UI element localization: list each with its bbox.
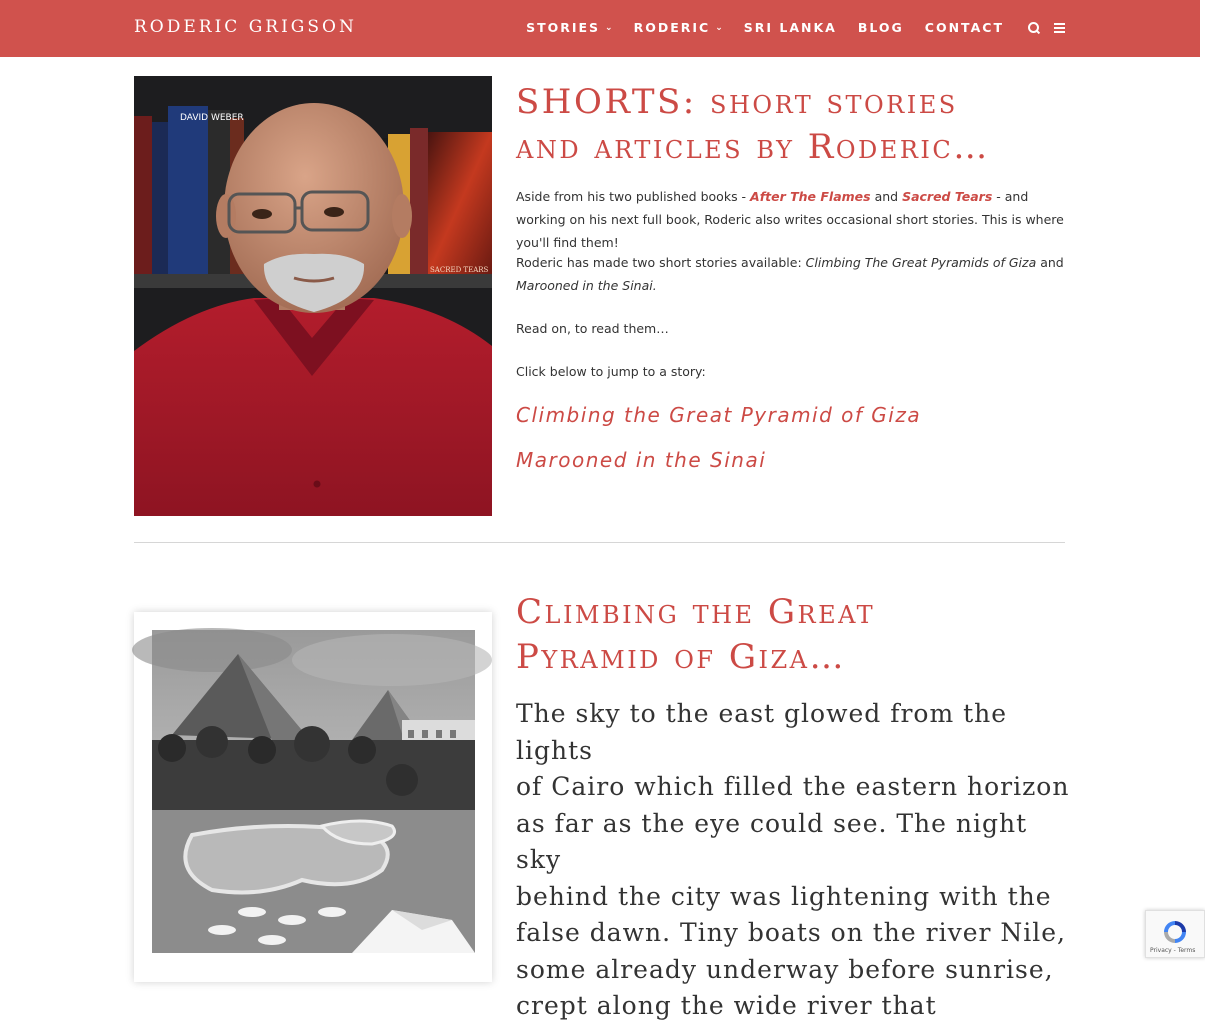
story-body [516,696,1076,1025]
recaptcha-links[interactable]: Privacy - Terms [1150,947,1196,954]
site-header [0,0,1200,57]
story-title-line: Pyramid of Giza… [516,637,847,677]
story-link-giza[interactable]: Climbing the Great Pyramid of Giza [516,403,922,427]
story-line: as far as the eye could see. The night sky [516,808,1028,874]
book-link-after-the-flames[interactable]: After The Flames [750,189,871,204]
page-title [516,80,1076,170]
story-line: false dawn. Tiny boats on the river Nile, [516,918,1067,947]
story-line: crept along the wide river that [516,991,937,1020]
nav-item-label: CONTACT [924,20,1004,35]
main-nav [505,20,1066,35]
nav-item-stories[interactable] [526,20,613,35]
book-link-sacred-tears[interactable]: Sacred Tears [902,189,993,204]
intro-paragraph [516,185,1066,254]
intro-paragraph [516,251,1066,297]
nav-item-contact[interactable] [925,20,1004,35]
recaptcha-icon [1162,919,1188,945]
intro-text: and [870,189,903,204]
nav-item-sri-lanka[interactable] [744,20,837,35]
story-title-inline: Marooned in the Sinai. [516,278,657,293]
story-title-line: Climbing the Great [516,592,876,632]
nav-item-label: STORIES [526,20,601,35]
search-icon[interactable] [1028,22,1040,34]
nav-item-label: SRI LANKA [743,20,837,35]
story-line: The sky to the east glowed from the lights [516,699,1008,765]
recaptcha-badge[interactable] [1145,910,1205,958]
story-photo-frame [134,612,492,982]
book-spine-label: DAVID WEBER [180,113,244,123]
intro-text: and [1036,255,1064,270]
book-spine-label: SACRED TEARS [430,266,489,274]
story-title-inline: Climbing The Great Pyramids of Giza [805,255,1037,270]
story-link-sinai[interactable]: Marooned in the Sinai [516,448,767,472]
portrait-illustration [134,76,492,516]
intro-paragraph: Read on, to read them… [516,321,669,336]
nav-item-label: RODERIC [633,20,711,35]
section-divider [134,542,1065,543]
page-title-line: and articles by Roderic… [516,127,990,167]
nav-item-label: BLOG [857,20,904,35]
nav-item-roderic[interactable] [634,20,723,35]
intro-text: Roderic has made two short stories available: [516,255,806,270]
intro-paragraph: Click below to jump to a story: [516,364,706,379]
pyramids-illustration [152,630,475,953]
story-line: some already underway before sunrise, [516,954,1054,984]
chevron-down-icon: ⌄ [715,22,723,33]
chevron-down-icon: ⌄ [605,22,613,33]
story-line: of Cairo which filled the eastern horizon [516,772,1070,801]
intro-text: Aside from his two published books - [516,189,751,204]
author-portrait [134,76,492,516]
story-line: behind the city was lightening with the [516,881,1052,911]
site-brand[interactable]: RODERIC GRIGSON [134,17,357,37]
story-title [516,590,1076,680]
page-title-line: SHORTS: short stories [516,82,958,122]
intro-text: - and working on his next full book, Roderic also writes occasional short stories. This is where you'll find them! [516,189,1064,250]
pyramids-photo [152,630,475,953]
nav-item-blog[interactable] [858,20,904,35]
menu-icon[interactable] [1054,22,1066,34]
